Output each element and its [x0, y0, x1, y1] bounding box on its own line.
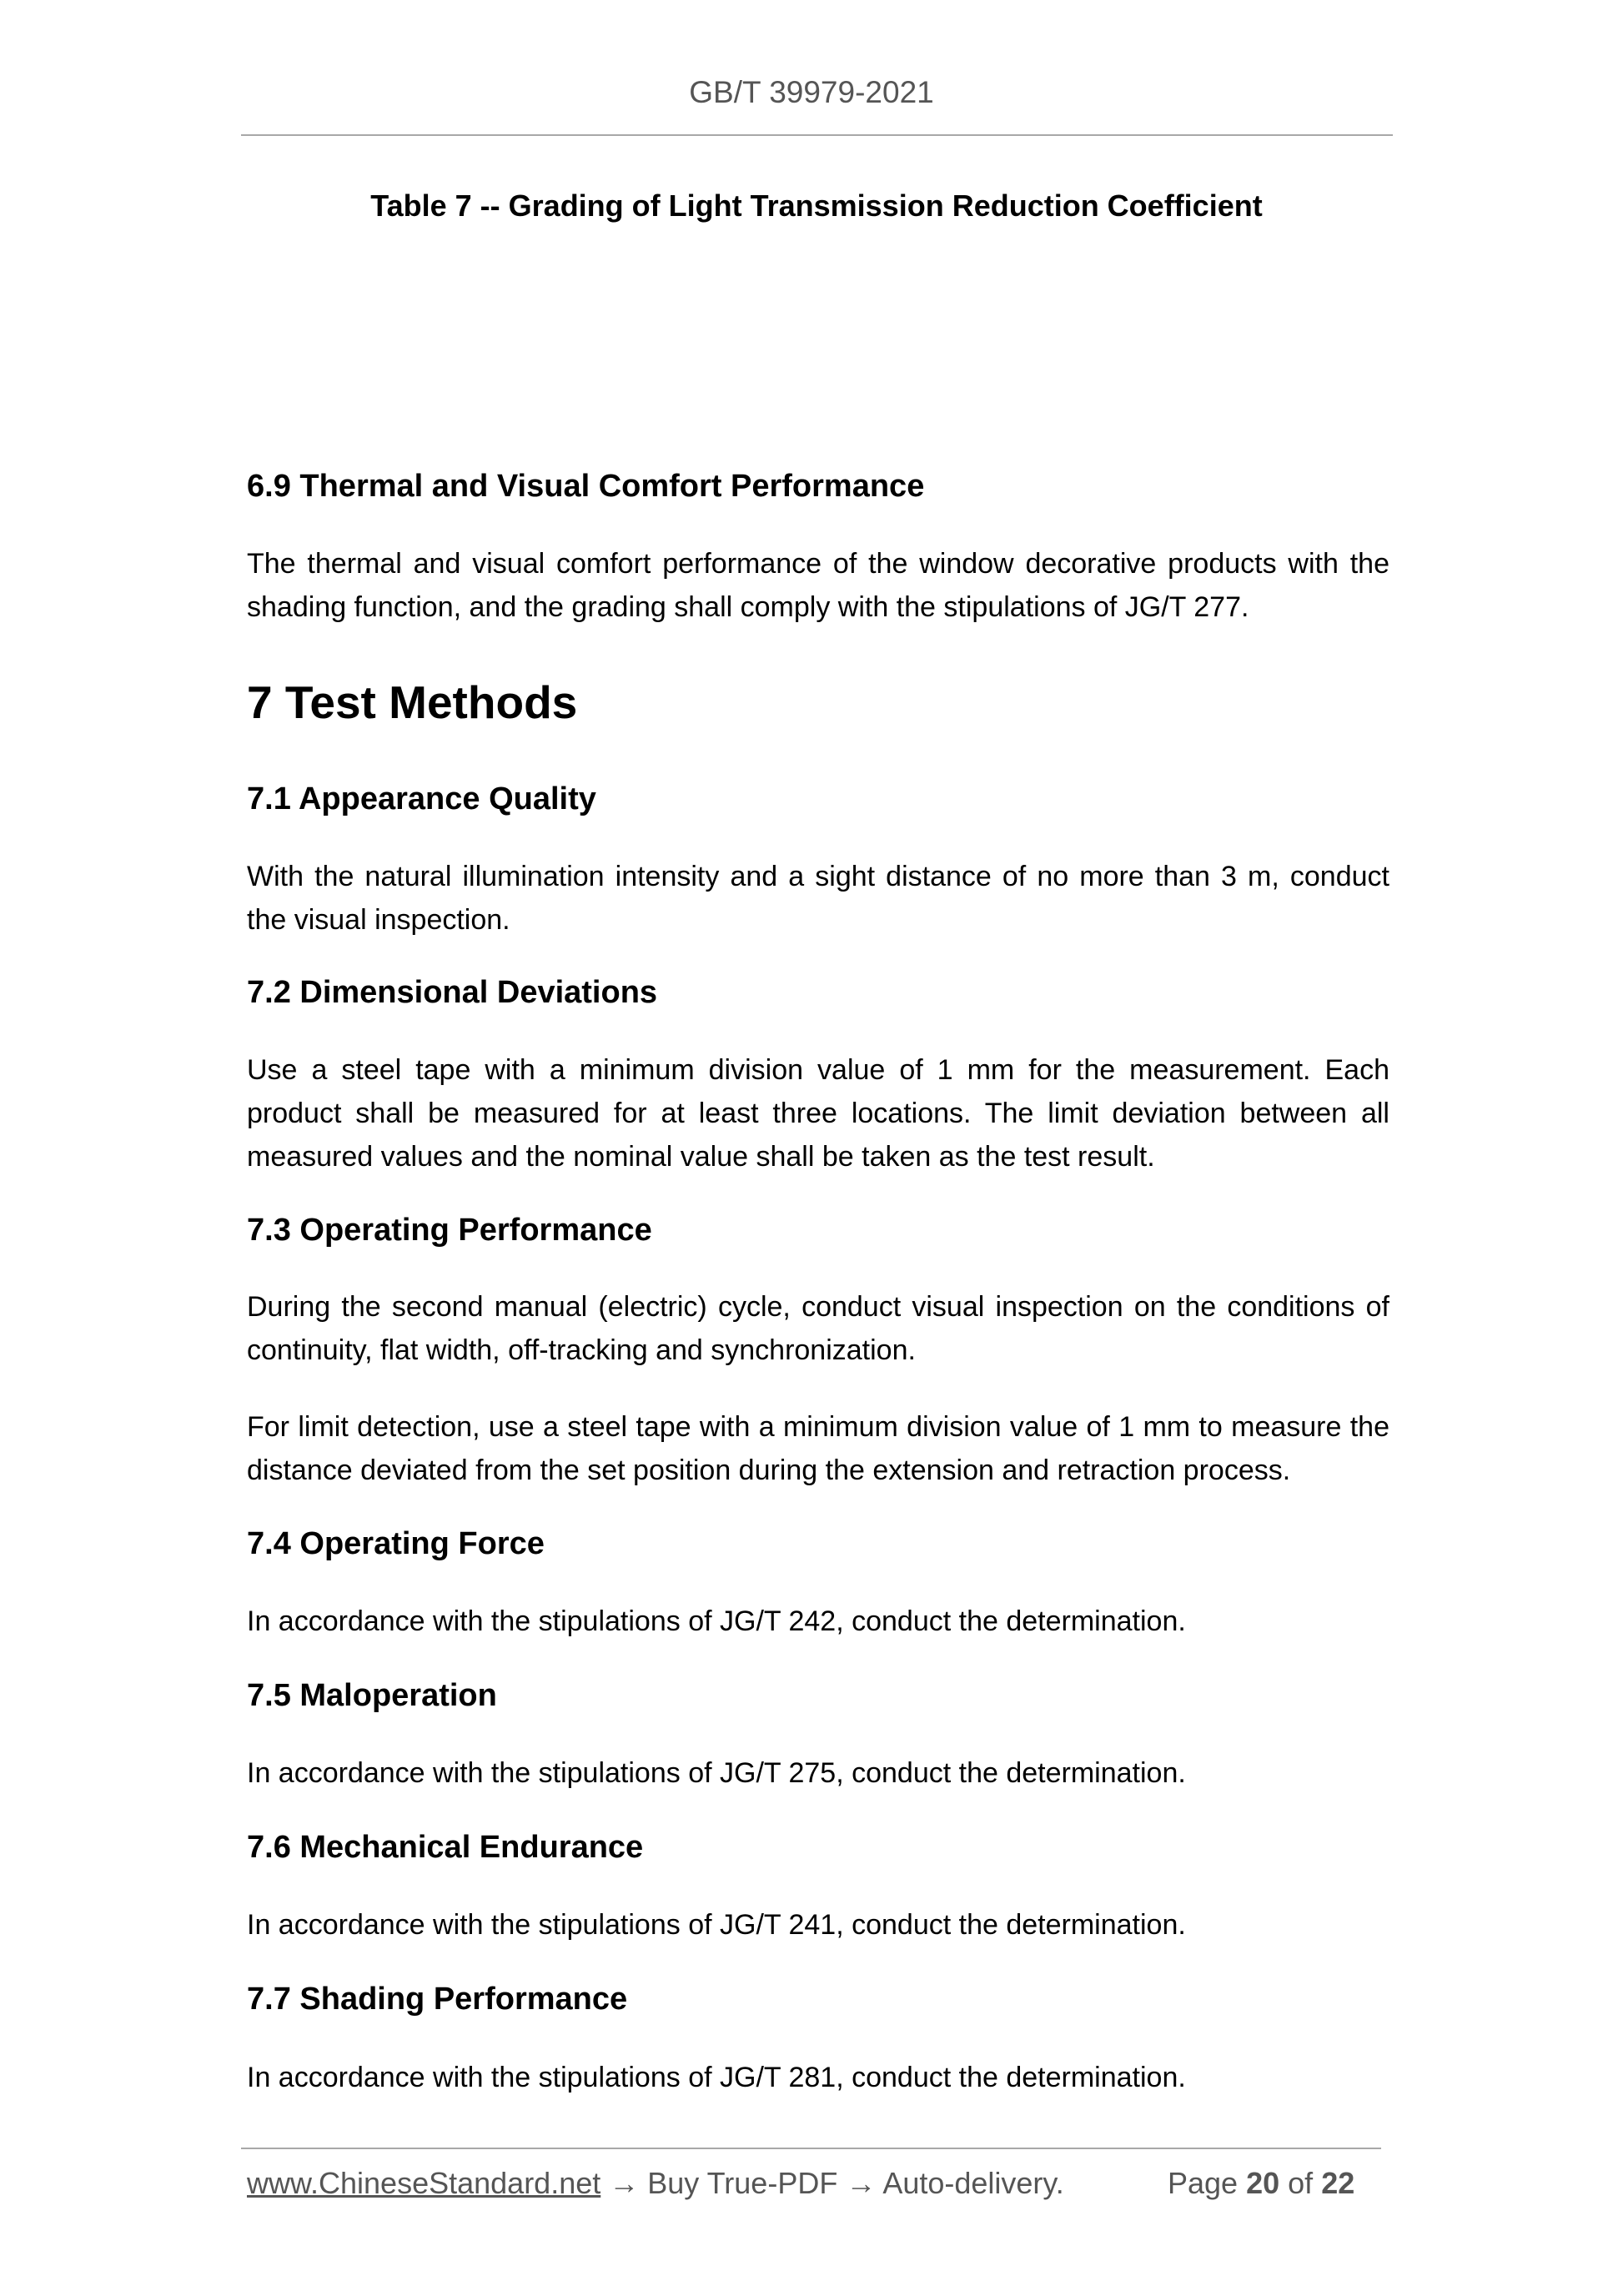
section-7-5-heading: 7.5 Maloperation — [247, 1678, 497, 1713]
promo-text: → Buy True-PDF → Auto-delivery. — [600, 2166, 1064, 2200]
page-number — [1168, 2166, 1354, 2201]
section-6-9-heading: 6.9 Thermal and Visual Comfort Performance — [247, 469, 925, 504]
of-label: of — [1288, 2166, 1314, 2200]
section-7-6-body: In accordance with the stipulations of JG/T 241, conduct the determination. — [247, 1909, 1186, 1941]
page-label: Page — [1168, 2166, 1239, 2200]
section-7-3-body-1: During the second manual (electric) cycle, conduct visual inspection on the conditions of continuity, flat width, off-tracking and synchronization. — [247, 1291, 1389, 1366]
section-7-2-body: Use a steel tape with a minimum division value of 1 mm for the measurement. Each product shall be measured for at least three locations. The limit deviation between all measured values and the nominal value shall be taken as the test result. — [247, 1054, 1389, 1173]
section-7-3-heading: 7.3 Operating Performance — [247, 1213, 652, 1248]
section-7-1-heading: 7.1 Appearance Quality — [247, 781, 596, 816]
section-7-heading: 7 Test Methods — [247, 676, 578, 728]
footer-divider — [241, 2148, 1381, 2149]
table-title: Table 7 -- Grading of Light Transmission Reduction Coefficient — [370, 188, 1263, 223]
footer-promo — [247, 2166, 1064, 2201]
section-7-3-body-2: For limit detection, use a steel tape with a minimum division value of 1 mm to measure the distance deviated from the set position during the extension and retraction process. — [247, 1411, 1389, 1486]
section-7-5-body: In accordance with the stipulations of JG/T 275, conduct the determination. — [247, 1757, 1186, 1789]
section-7-7-body: In accordance with the stipulations of JG/T 281, conduct the determination. — [247, 2062, 1186, 2093]
section-7-4-heading: 7.4 Operating Force — [247, 1526, 545, 1561]
section-7-6-heading: 7.6 Mechanical Endurance — [247, 1830, 644, 1865]
section-7-1-body: With the natural illumination intensity and a sight distance of no more than 3 m, conduct the visual inspection. — [247, 861, 1389, 936]
section-7-7-heading: 7.7 Shading Performance — [247, 1982, 628, 2017]
current-page: 20 — [1246, 2166, 1280, 2200]
section-6-9-body: The thermal and visual comfort performance of the window decorative products with the shading function, and the grading shall comply with the stipulations of JG/T 277. — [247, 548, 1389, 623]
header-divider — [241, 134, 1393, 136]
total-pages: 22 — [1321, 2166, 1355, 2200]
document-id-header: GB/T 39979-2021 — [689, 75, 934, 109]
section-7-2-heading: 7.2 Dimensional Deviations — [247, 975, 658, 1010]
website-link[interactable]: www.ChineseStandard.net — [247, 2166, 601, 2200]
section-7-4-body: In accordance with the stipulations of JG/T 242, conduct the determination. — [247, 1605, 1186, 1637]
